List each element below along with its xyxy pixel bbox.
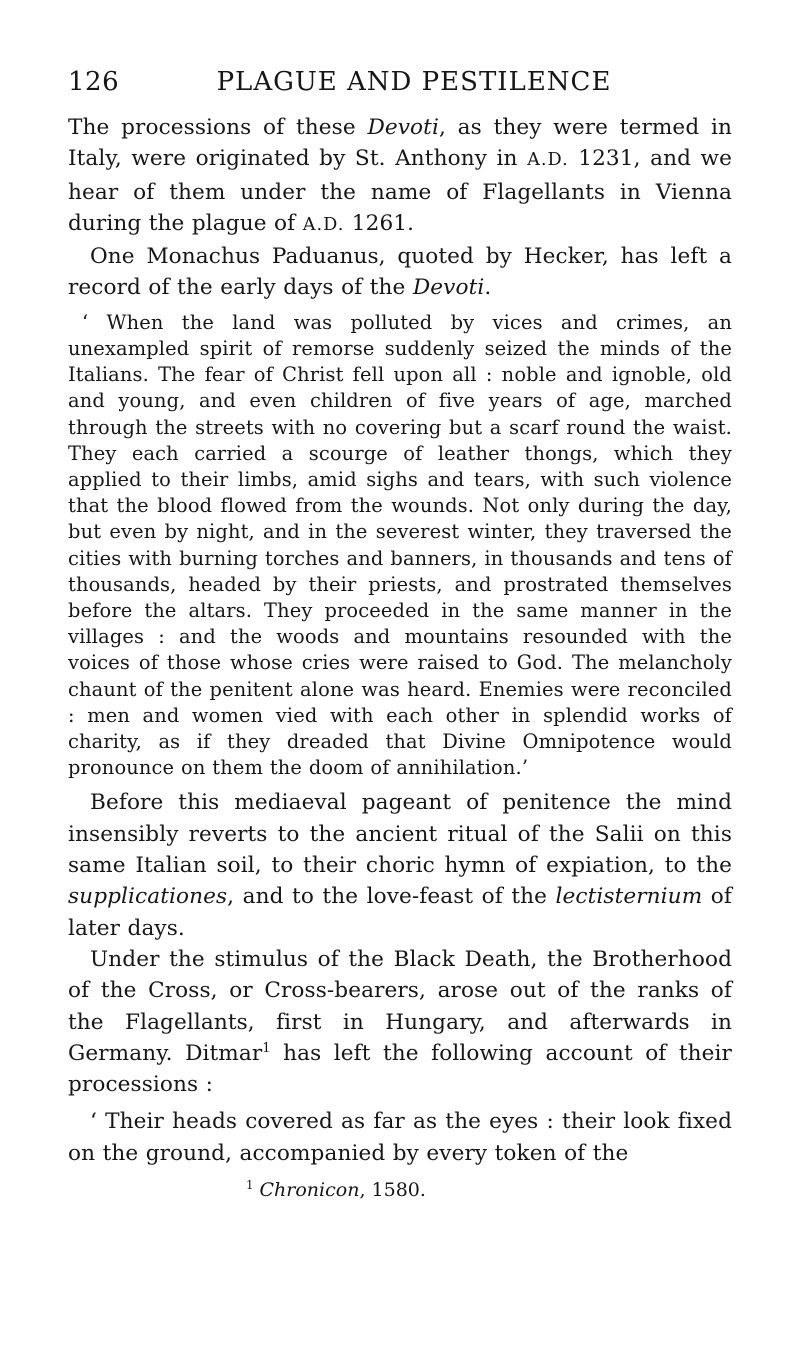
page-number: 126 bbox=[68, 67, 120, 97]
text-run: of later days. bbox=[68, 884, 732, 941]
paragraph-cross-bearers bbox=[68, 944, 732, 1100]
era-abbreviation: A.D. bbox=[302, 214, 345, 235]
text-run: Before this mediaeval pageant of penitence the mind insensibly reverts to the ancient ritual of the Salii on this same Italian soil, to their choric hymn of expiation, to the bbox=[68, 790, 732, 879]
footnote-title: Chronicon bbox=[259, 1179, 360, 1201]
text-run: has left the following account of their processions : bbox=[68, 1040, 732, 1098]
italic-term: lectisternium bbox=[555, 884, 703, 910]
italic-term: Devoti bbox=[412, 275, 485, 301]
running-title: PLAGUE AND PESTILENCE bbox=[216, 67, 612, 97]
text-run: 1261. bbox=[344, 210, 415, 236]
era-abbreviation: A.D. bbox=[527, 150, 569, 171]
book-page bbox=[68, 60, 732, 1203]
footnote bbox=[68, 1177, 732, 1203]
text-run: . bbox=[484, 275, 492, 301]
italic-term: supplicationes bbox=[68, 884, 228, 910]
text-run: Under the stimulus of the Black Death, the Brotherhood of the Cross, or Cross-bearers, arose out of the ranks of the Flagellants, first in Hungary, and afterwards in Germany. Ditmar bbox=[68, 946, 732, 1066]
paragraph-monachus bbox=[68, 241, 732, 304]
footnote-rest: , 1580. bbox=[359, 1179, 426, 1201]
text-run: One Monachus Paduanus, quoted by Hecker, has left a record of the early days of the bbox=[68, 244, 732, 301]
italic-term: Devoti bbox=[367, 115, 439, 140]
footnote-reference: 1 bbox=[262, 1040, 271, 1056]
text-run: , as they were termed in Italy, were originated by St. Anthony in bbox=[68, 115, 732, 172]
text-run: , and to the love-feast of the bbox=[227, 884, 556, 910]
body-text bbox=[68, 112, 732, 1169]
paragraph-pageant bbox=[68, 787, 732, 943]
paragraph-ditmar-quote: ‘ Their heads covered as far as the eyes : their look fixed on the ground, accompanied by every token of the bbox=[68, 1109, 732, 1166]
running-head bbox=[68, 60, 732, 104]
text-run: The processions of these bbox=[68, 115, 368, 140]
paragraph-devoti-origin bbox=[68, 112, 732, 241]
text-run: 1231, and we hear of them under the name of Flagellants in Vienna during the plague of bbox=[68, 146, 733, 236]
footnote-mark: 1 bbox=[246, 1177, 254, 1192]
block-quote-monachus: ‘ When the land was polluted by vices and crimes, an unexampled spirit of remorse suddenly seized the minds of the Italians. The fear of Christ fell upon all : noble and ignoble, old and young, and even children of five years of age, marched through the streets with no covering but a scarf round the waist. They each carried a scourge of leather thongs, which they applied to their limbs, amid sighs and tears, with such violence that the blood flowed from the wounds. Not only during the day, but even by night, and in the severest winter, they traversed the cities with burning torches and banners, in thousands and tens of thousands, headed by their priests, and prostrated themselves before the altars. They proceeded in the same manner in the villages : and the woods and mountains resounded with the voices of those whose cries were raised to God. The melancholy chaunt of the penitent alone was heard. Enemies were reconciled : men and women vied with each other in splendid works of charity, as if they dreaded that Divine Omnipotence would pronounce on them the doom of annihilation.’ bbox=[68, 310, 732, 780]
